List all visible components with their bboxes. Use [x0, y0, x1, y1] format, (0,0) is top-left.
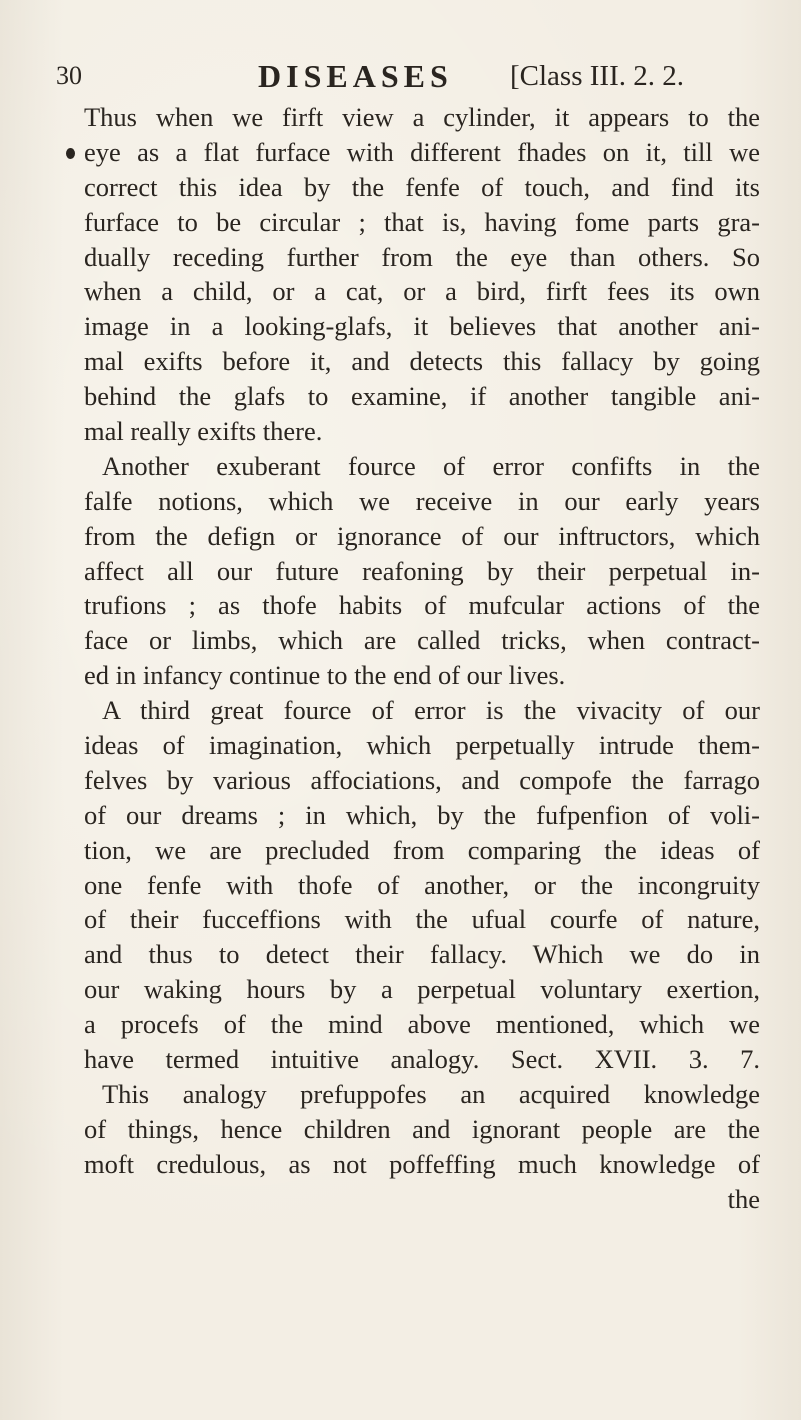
text-line: of their fucceffions with the ufual courfe of nature, — [84, 904, 760, 935]
text-line: a procefs of the mind above mentioned, which we — [84, 1009, 760, 1040]
text-line: ed in infancy continue to the end of our lives. — [84, 660, 566, 691]
running-title: DISEASES — [258, 58, 453, 94]
text-line: image in a looking-glafs, it believes that another ani- — [84, 311, 760, 342]
catchword: the — [727, 1183, 760, 1214]
text-line: and thus to detect their fallacy. Which we do in — [84, 939, 760, 970]
text-line: of our dreams ; in which, by the fufpenfion of voli- — [84, 799, 760, 830]
text-line: mal really exifts there. — [84, 416, 323, 447]
page-header — [0, 56, 801, 96]
text-line: furface to be circular ; that is, having fome parts gra- — [84, 206, 760, 237]
text-line: moft credulous, as not poffeffing much knowledge of — [84, 1148, 760, 1179]
text-line: face or limbs, which are called tricks, when contract- — [84, 625, 760, 656]
text-line: trufions ; as thofe habits of mufcular actions of the — [84, 590, 760, 621]
text-line: one fenfe with thofe of another, or the incongruity — [84, 869, 760, 900]
class-reference: [Class III. 2. 2. — [510, 60, 684, 92]
body-text — [84, 100, 760, 1217]
text-line: dually receding further from the eye than others. So — [84, 241, 760, 272]
text-line: falfe notions, which we receive in our early years — [84, 485, 760, 516]
text-line: A third great fource of error is the vivacity of our — [102, 695, 760, 726]
text-line: have termed intuitive analogy. Sect. XVII. 3. 7. — [84, 1044, 760, 1075]
text-line: Thus when we firft view a cylinder, it appears to the — [84, 102, 760, 132]
text-line: Another exuberant fource of error confifts in the — [102, 450, 760, 481]
text-line: behind the glafs to examine, if another tangible ani- — [84, 381, 760, 412]
text-line: when a child, or a cat, or a bird, firft fees its own — [84, 276, 760, 307]
text-line: correct this idea by the fenfe of touch, and find its — [84, 171, 760, 202]
text-line: This analogy prefuppofes an acquired knowledge — [102, 1078, 760, 1109]
text-line: eye as a flat furface with different fhades on it, till we — [84, 136, 760, 167]
text-line: our waking hours by a perpetual voluntary exertion, — [84, 974, 760, 1005]
margin-ink-mark — [66, 148, 75, 159]
text-line: ideas of imagination, which perpetually intrude them- — [84, 730, 760, 761]
text-line: felves by various affociations, and compofe the farrago — [84, 764, 760, 795]
text-line: mal exifts before it, and detects this fallacy by going — [84, 346, 760, 377]
text-line: affect all our future reafoning by their perpetual in- — [84, 555, 760, 586]
text-line: tion, we are precluded from comparing the ideas of — [84, 834, 760, 865]
page-number: 30 — [56, 61, 82, 90]
text-line: from the defign or ignorance of our inftructors, which — [84, 520, 760, 551]
text-line: of things, hence children and ignorant people are the — [84, 1113, 760, 1144]
